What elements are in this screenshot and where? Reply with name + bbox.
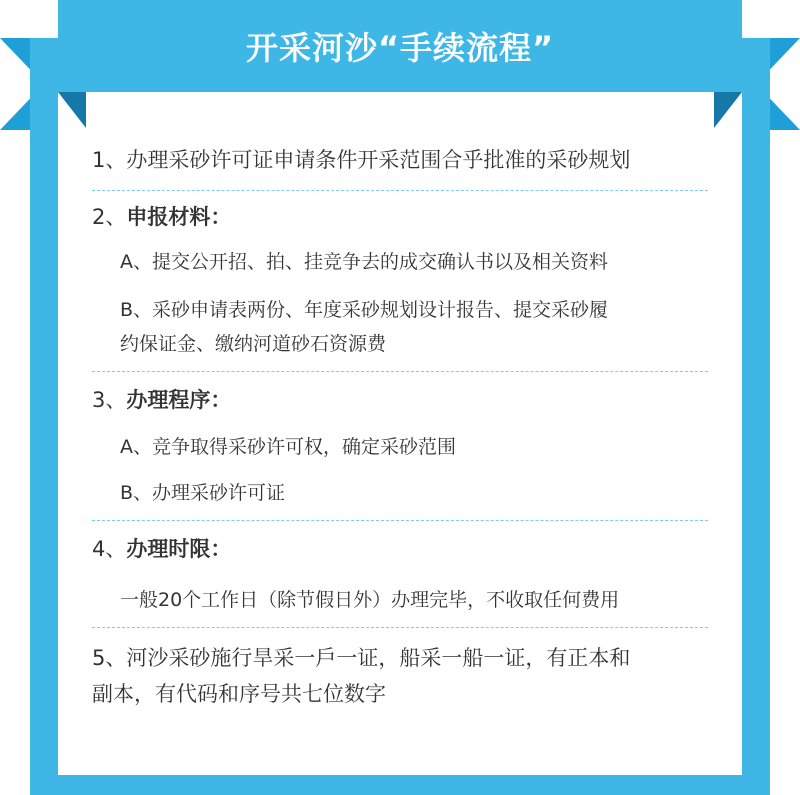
section-4 (92, 521, 708, 627)
section-2-sub-a: A、提交公开招、拍、挂竞争去的成交确认书以及相关资料 (120, 251, 608, 273)
section-3-number: 3、 (92, 388, 127, 412)
section-2-number: 2、 (92, 205, 127, 229)
section-3-heading (92, 382, 708, 418)
process-list (92, 138, 708, 712)
section-2-heading (92, 199, 708, 235)
section-3 (92, 372, 708, 520)
section-5-line-2: 副本，有代码和序号共七位数字 (92, 682, 386, 706)
section-5-line-1: 5、河沙采砂施行旱采一戶一证，船采一船一证，有正本和 (92, 646, 631, 670)
section-3-sub-a: A、竞争取得采砂许可权，确定采砂范围 (120, 436, 456, 458)
section-2-sub-b: B、采砂申请表两份、年度采砂规划设计报告、提交采砂履 (120, 299, 609, 321)
section-2-title: 申报材料： (126, 205, 232, 229)
section-4-heading (92, 531, 708, 567)
ribbon-fold-left (58, 92, 86, 128)
section-1-text: 1、办理采砂许可证申请条件开采范围合乎批准的采砂规划 (92, 148, 631, 172)
title-ribbon (58, 0, 742, 92)
section-2 (92, 191, 708, 371)
section-2-sub-b-cont: 约保证金、缴纳河道砂石资源费 (120, 333, 387, 355)
section-5 (92, 628, 708, 712)
ribbon-fold-right (714, 92, 742, 128)
section-3-title: 办理程序： (126, 388, 232, 412)
section-4-sub: 一般20个工作日（除节假日外）办理完毕，不收取任何费用 (120, 589, 620, 611)
section-3-sub-b: B、办理采砂许可证 (120, 482, 286, 504)
section-4-number: 4、 (92, 537, 127, 561)
section-4-title: 办理时限： (126, 537, 232, 561)
section-1 (92, 138, 708, 190)
page-title: 开采河沙“手续流程” (245, 29, 555, 67)
